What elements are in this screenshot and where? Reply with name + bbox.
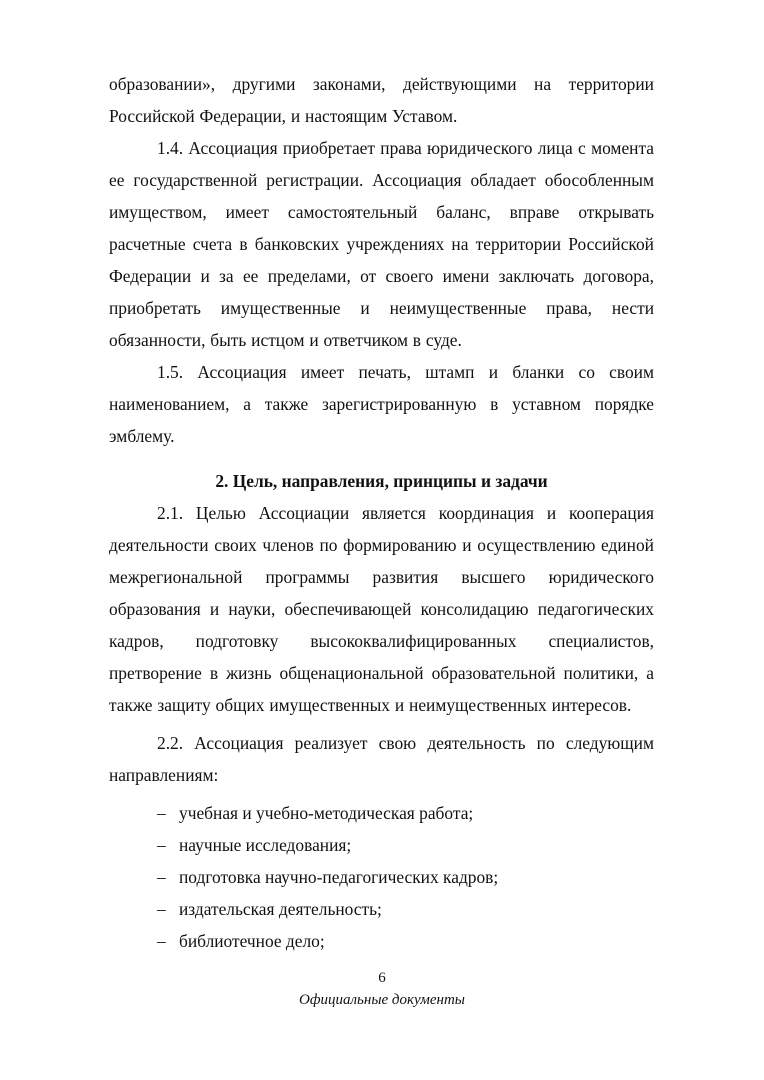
paragraph-continuation: образовании», другими законами, действующими на территории Российской Федерации, и настоящим Уставом. xyxy=(109,74,654,126)
directions-list xyxy=(109,797,654,957)
footer-caption: Официальные документы xyxy=(299,992,465,1008)
list-item xyxy=(109,797,654,829)
list-item xyxy=(109,829,654,861)
list-dash: – xyxy=(157,931,166,951)
list-dash: – xyxy=(157,835,166,855)
section-heading: 2. Цель, направления, принципы и задачи xyxy=(215,471,548,491)
list-item-text: библиотечное дело; xyxy=(179,931,325,951)
page-number: 6 xyxy=(378,970,386,986)
list-item-text: научные исследования; xyxy=(179,835,352,855)
list-item-text: издательская деятельность; xyxy=(179,899,382,919)
paragraph-1-4: 1.4. Ассоциация приобретает права юридического лица с момента ее государственной регистрации. Ассоциация обладает обособленным имуществом, имеет самостоятельный баланс, вправе открывать расчетные счета в банковских учреждениях на территории Российской Федерации и за ее пределами, от своего имени заключать договора, приобретать имущественные и неимущественные права, нести обязанности, быть истцом и ответчиком в суде. xyxy=(109,138,654,350)
paragraph-1-5: 1.5. Ассоциация имеет печать, штамп и бланки со своим наименованием, а также зарегистрированную в уставном порядке эмблему. xyxy=(109,362,654,446)
paragraph-2-1: 2.1. Целью Ассоциации является координация и кооперация деятельности своих членов по формированию и осуществлению единой межрегиональной программы развития высшего юридического образования и науки, обеспечивающей консолидацию педагогических кадров, подготовку высококвалифицированных специалистов, претворение в жизнь общенациональной образовательной политики, а также защиту общих имущественных и неимущественных интересов. xyxy=(109,503,654,715)
list-dash: – xyxy=(157,803,166,823)
list-dash: – xyxy=(157,867,166,887)
list-item xyxy=(109,893,654,925)
list-item xyxy=(109,861,654,893)
document-body xyxy=(109,68,654,957)
list-item xyxy=(109,925,654,957)
paragraph-2-2: 2.2. Ассоциация реализует свою деятельность по следующим направлениям: xyxy=(109,733,654,785)
list-item-text: подготовка научно-педагогических кадров; xyxy=(179,867,499,887)
list-item-text: учебная и учебно-методическая работа; xyxy=(179,803,474,823)
list-dash: – xyxy=(157,899,166,919)
